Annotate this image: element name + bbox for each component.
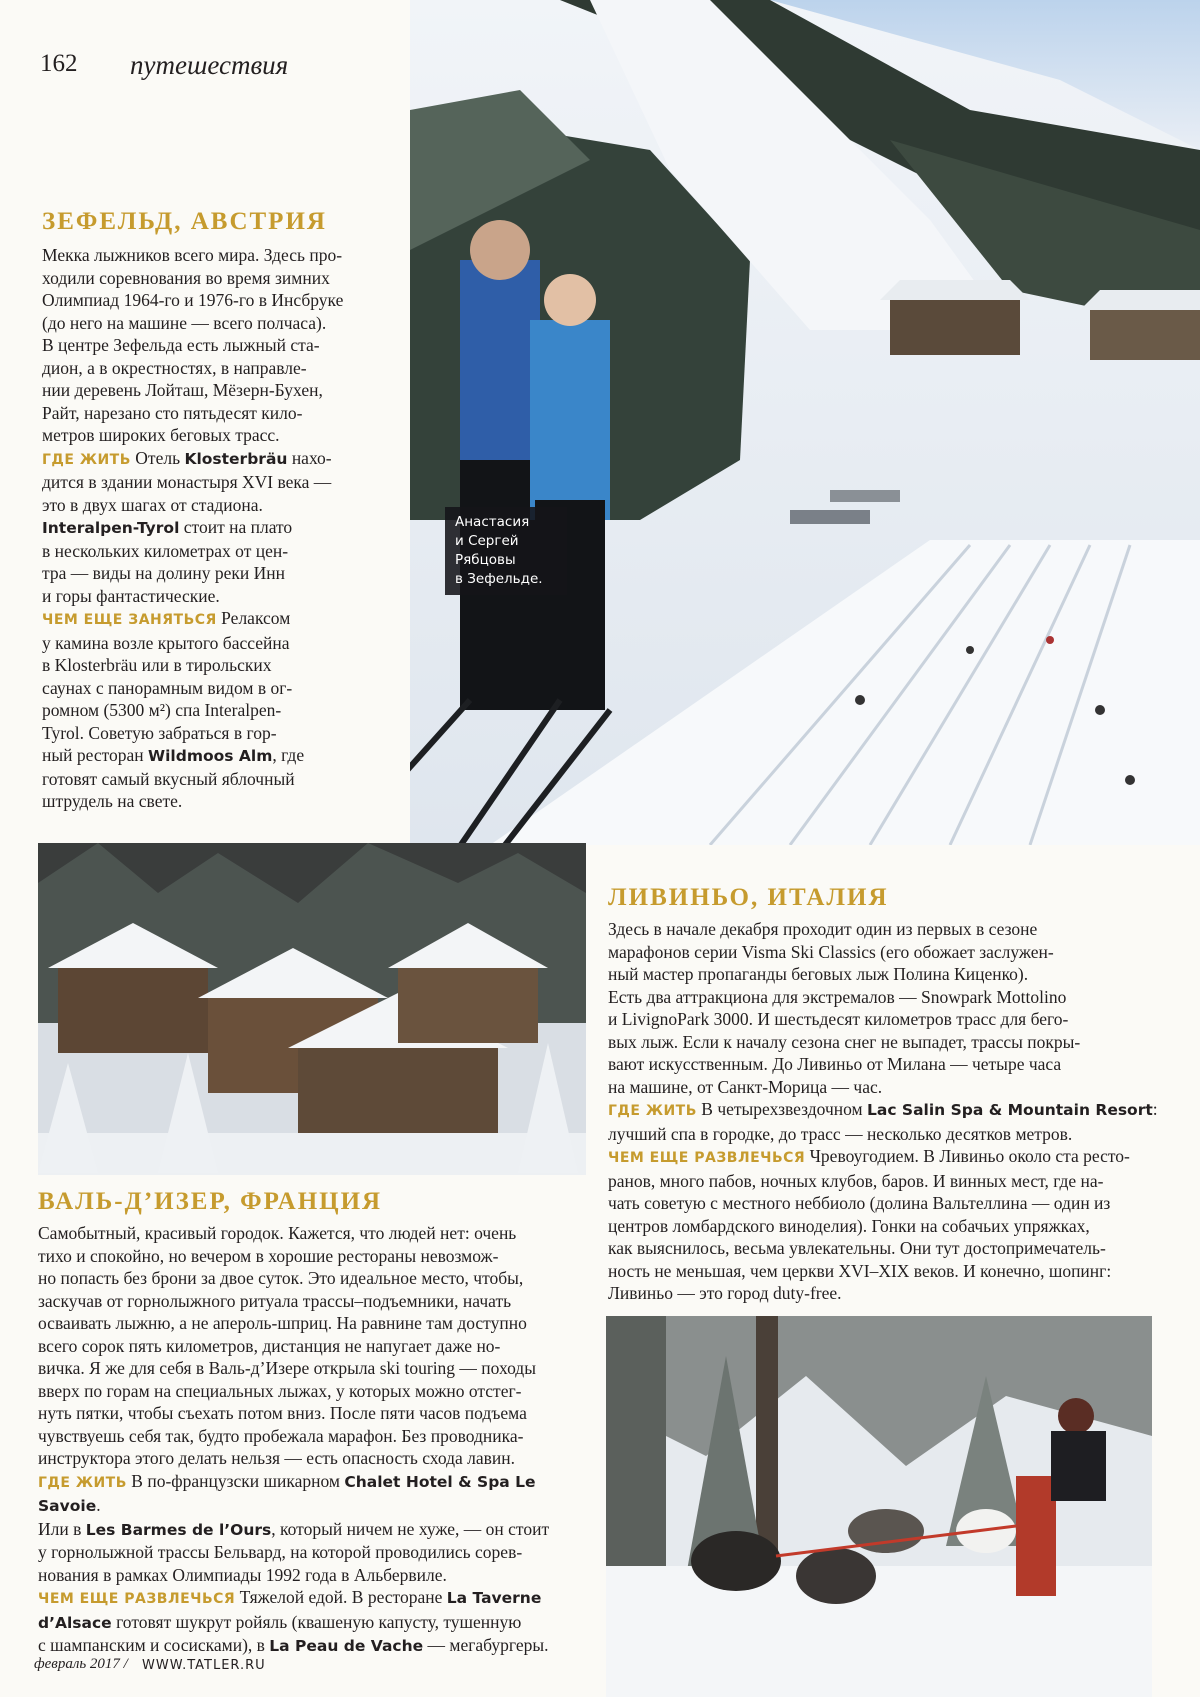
livigno-article [608,884,1168,1305]
text-line: штрудель на свете. [42,791,183,811]
photo-caption [445,507,567,595]
text-line: Райт, нарезано сто пятьдесят кило- [42,402,303,423]
text-span: : [1152,1099,1158,1119]
livigno-dog-sled-photo [606,1316,1152,1697]
text-line: ходили соревнования во время зимних [42,267,330,288]
text-line: вверх по горам на специальных лыжах, у которых можно отстег- [38,1380,522,1401]
text-line: в Klosterbräu или в тирольских [42,655,272,675]
text-line: ромном (5300 м²) спа Interalpen- [42,700,282,720]
where-to-stay-label: ГДЕ ЖИТЬ [42,451,131,468]
text-line [42,607,412,632]
text-line: Есть два аттракциона для экстремалов — Snowpark Mottolino [608,986,1067,1007]
text-span: готовят шукрут ройяль (квашеную капусту, тушенную [111,1611,522,1632]
text-span: с шампанским и сосисками), в [38,1635,270,1655]
text-line [38,1518,593,1542]
text-span: , который ничем не хуже, — он стоит [271,1518,550,1539]
text-line [38,1470,593,1518]
where-to-stay-label: ГДЕ ЖИТЬ [38,1474,127,1491]
text-line: но попасть без брони за двое суток. Это идеальное место, чтобы, [38,1268,524,1288]
text-line: на машине, от Санкт-Морица — час. [608,1076,883,1097]
text-line: Ливиньо — это город duty-free. [608,1283,842,1303]
text-line: это в двух шагах от стадиона. [42,494,263,515]
text-line: вичка. Я же для себя в Валь-д’Изере открыла ski touring — походы [38,1358,536,1378]
text-line: готовят самый вкусный яблочный [42,768,295,789]
hotel-name: Interalpen-Tyrol [42,519,180,537]
caption-line: в Зефельде. [455,571,543,587]
text-line: ранов, много пабов, ночных клубов, баров. И винных мест, где на- [608,1170,1104,1191]
section-label: путешествия [130,50,289,80]
text-line: у камина возле крытого бассейна [42,632,290,653]
text-line: в нескольких километрах от цен- [42,540,289,561]
text-span: Релаксом [216,608,291,628]
val-disere-chalet-photo [38,843,586,1175]
livigno-title: ЛИВИНЬО, ИТАЛИЯ [608,884,889,911]
hotel-name: Lac Salin Spa & Mountain Resort [867,1101,1153,1119]
text-line: дион, а в окрестностях, в направле- [42,357,307,378]
text-line: инструктора этого делать нельзя — есть опасность схода лавин. [38,1448,516,1468]
text-line: нования в рамках Олимпиады 1992 года в Альбервиле. [38,1564,447,1585]
text-line: лучший спа в городке, до трасс — несколько десятков метров. [608,1123,1073,1144]
text-line: В центре Зефельда есть лыжный ста- [42,335,320,355]
text-span: нахо- [287,447,332,468]
seefeld-body [42,244,412,813]
text-line: вых лыж. Если к началу сезона снег не выпадет, трассы покры- [608,1031,1081,1052]
text-line: всего сорок пять километров, дистанция не напугает даже но- [38,1335,501,1356]
val-disere-article [38,1188,593,1658]
text-line: осваивать лыжню, а не апероль-шприц. На равнине там доступно [38,1313,527,1333]
text-span: — мегабургеры. [423,1635,549,1655]
text-span: ный ресторан [42,745,149,765]
text-span: В четырехзвездочном [696,1099,867,1119]
text-line: (до него на машине — всего полчаса). [42,312,327,333]
text-line [42,447,412,472]
text-line: тра — виды на долину реки Инн [42,563,285,583]
text-line [42,516,412,540]
text-line: как выяснилось, весьма увлекательны. Они тут достопримечатель- [608,1238,1106,1258]
text-line [38,1611,593,1635]
seefeld-article [42,208,412,813]
text-line [38,1586,593,1611]
text-span: . [96,1495,101,1515]
hotel-name: Les Barmes de l’Ours [85,1520,272,1539]
text-span: В по-французски шикарном [126,1470,345,1491]
text-line [38,1634,593,1658]
livigno-body [608,918,1168,1305]
text-line [42,744,412,768]
text-line: метров широких беговых трасс. [42,425,280,445]
text-span: Тяжелой едой. В ресторане [235,1587,447,1607]
text-span: стоит на плато [179,517,293,537]
restaurant-name: La Taverne [446,1589,542,1607]
caption-line: и Сергей [455,533,519,549]
text-line: у горнолыжной трассы Бельвард, на которой проводились сорев- [38,1542,523,1562]
what-to-do-label: ЧЕМ ЕЩЕ РАЗВЛЕЧЬСЯ [38,1591,236,1607]
text-line: Олимпиад 1964-го и 1976-го в Инсбруке [42,290,344,310]
text-line [608,1145,1168,1170]
restaurant-name: Wildmoos Alm [148,747,273,765]
hotel-name: Chalet Hotel & Spa Le Savoie [38,1472,536,1515]
text-line: Самобытный, красивый городок. Кажется, что людей нет: очень [38,1223,517,1243]
text-line: чувствуешь себя так, будто пробежала марафон. Без проводника- [38,1425,524,1446]
text-line: и горы фантастические. [42,585,220,606]
text-line: нуть пятки, чтобы съехать потом вниз. После пяти часов подъема [38,1403,527,1423]
what-to-do-label: ЧЕМ ЕЩЕ ЗАНЯТЬСЯ [42,612,217,628]
text-line: дится в здании монастыря XVI века — [42,472,332,492]
text-span: Отель [130,447,185,468]
text-line: заскучав от горнолыжного ритуала трассы–подъемники, начать [38,1290,512,1311]
caption-line: Анастасия [455,514,530,530]
text-line: вают искусственным. До Ливиньо от Милана — четыре часа [608,1054,1062,1074]
text-span: Чревоугодием. В Ливиньо около ста ресто- [805,1146,1130,1166]
val-disere-body [38,1222,593,1658]
text-line: Мекка лыжников всего мира. Здесь про- [42,245,343,265]
footer-url: WWW.TATLER.RU [142,1658,266,1673]
text-line: центров ломбардского виноделия). Гонки на собачьих упряжках, [608,1215,1090,1236]
what-to-do-label: ЧЕМ ЕЩЕ РАЗВЛЕЧЬСЯ [608,1150,806,1166]
text-span: , где [272,745,305,765]
hotel-name: Klosterbräu [184,449,288,468]
seefeld-title: ЗЕФЕЛЬД, АВСТРИЯ [42,208,327,235]
text-line: нии деревень Лойташ, Мёзерн-Бухен, [42,380,323,400]
text-span: Или в [38,1518,86,1539]
text-line: марафонов серии Visma Ski Classics (его обожает заслужен- [608,941,1054,962]
caption-line: Рябцовы [455,552,516,568]
text-line: ность не меньшая, чем церкви XVI–XIX веков. И конечно, шопинг: [608,1260,1112,1281]
restaurant-name: La Peau de Vache [269,1637,424,1655]
val-disere-title: ВАЛЬ-Д’ИЗЕР, ФРАНЦИЯ [38,1188,383,1215]
restaurant-name: d’Alsace [38,1613,112,1632]
footer-date: февраль 2017 / [34,1656,128,1672]
text-line: тихо и спокойно, но вечером в хорошие рестораны невозмож- [38,1245,499,1266]
seefeld-ski-photo [410,0,1200,845]
page-number: 162 [40,50,78,77]
text-line: и LivignoPark 3000. И шестьдесят километров трасс для бего- [608,1009,1069,1029]
where-to-stay-label: ГДЕ ЖИТЬ [608,1103,697,1119]
text-line: Tyrol. Советую забраться в гор- [42,722,277,743]
text-line: Здесь в начале декабря проходит один из первых в сезоне [608,919,1038,939]
text-line: чать советую с местного неббиоло (долина Вальтеллина — один из [608,1193,1111,1213]
text-line [608,1098,1168,1123]
text-line: саунах с панорамным видом в ог- [42,677,293,698]
text-line: ный мастер пропаганды беговых лыж Полина Киценко). [608,964,1029,984]
